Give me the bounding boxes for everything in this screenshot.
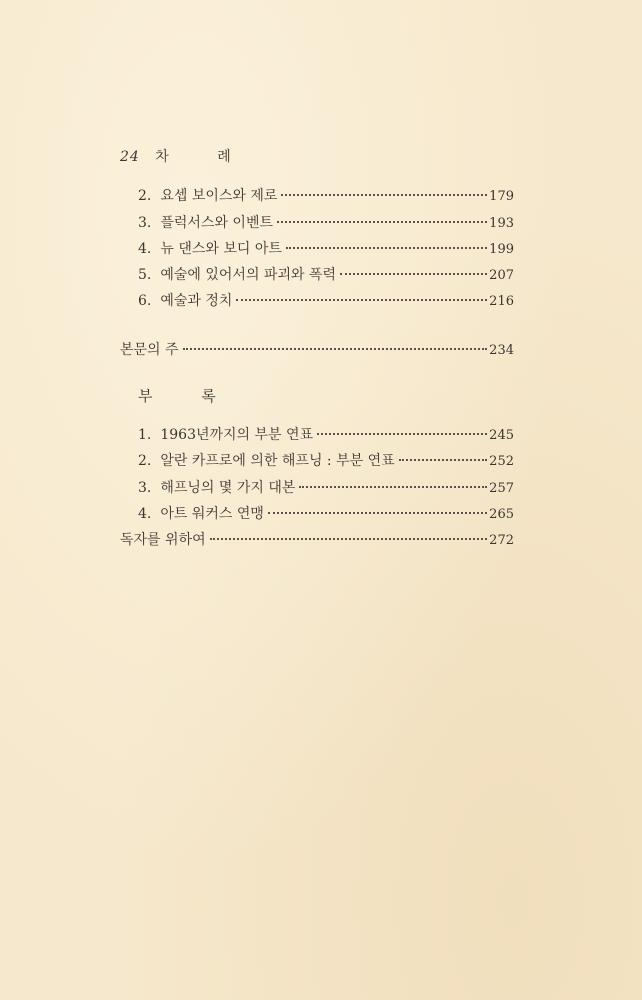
toc-entry-label: 2. 요셉 보이스와 제로: [138, 188, 278, 204]
appendix-heading: 부 록: [138, 387, 238, 405]
toc-entry-page: 193: [489, 216, 514, 231]
toc-entry-label: 1. 1963년까지의 부분 연표: [138, 427, 314, 443]
toc-entry-label: 독자를 위하여: [120, 532, 206, 548]
toc-entry-page: 252: [489, 454, 514, 469]
toc-entry[interactable]: [138, 235, 514, 259]
dot-leader: [277, 209, 487, 227]
toc-entry[interactable]: [138, 182, 514, 206]
dot-leader: [299, 474, 487, 492]
dot-leader: [340, 261, 487, 279]
toc-entry-label: 6. 예술과 정치: [138, 293, 233, 309]
toc-entry-page: 179: [489, 189, 514, 204]
dot-leader: [399, 447, 488, 465]
toc-entry-label: 3. 플럭서스와 이벤트: [138, 215, 274, 231]
dot-leader: [281, 182, 487, 200]
toc-entry-page: 216: [489, 294, 514, 309]
toc-entry-label: 본문의 주: [120, 342, 179, 358]
dot-leader: [210, 526, 488, 544]
toc-entry[interactable]: [138, 287, 514, 311]
toc-entry-page: 257: [489, 481, 514, 496]
toc-entry-page: 265: [489, 507, 514, 522]
toc-entry-page: 199: [489, 242, 514, 257]
toc-entry-label: 5. 예술에 있어서의 파괴와 폭력: [138, 267, 336, 283]
toc-entry-label: 3. 해프닝의 몇 가지 대본: [138, 480, 296, 496]
running-head-title: 차 례: [155, 149, 253, 165]
toc-entry[interactable]: [138, 209, 514, 233]
toc-entry-notes[interactable]: [120, 336, 514, 360]
toc-entry[interactable]: [138, 500, 514, 524]
dot-leader: [236, 287, 487, 305]
dot-leader: [183, 336, 488, 354]
running-head: [120, 146, 253, 166]
dot-leader: [268, 500, 487, 518]
toc-entry-label: 4. 아트 워커스 연맹: [138, 506, 264, 522]
toc-entry-page: 272: [489, 533, 514, 548]
dot-leader: [286, 235, 487, 253]
toc-entry-page: 207: [489, 268, 514, 283]
dot-leader: [317, 421, 487, 439]
toc-entry-reader[interactable]: [120, 526, 514, 550]
toc-entry-page: 245: [489, 428, 514, 443]
toc-entry-label: 2. 알란 카프로에 의한 해프닝 : 부분 연표: [138, 453, 395, 469]
toc-entry[interactable]: [138, 421, 514, 445]
toc-entry-page: 234: [489, 343, 514, 358]
toc-entry[interactable]: [138, 447, 514, 471]
toc-entry[interactable]: [138, 474, 514, 498]
toc-entry[interactable]: [138, 261, 514, 285]
toc-entry-label: 4. 뉴 댄스와 보디 아트: [138, 241, 282, 257]
page-number: 24: [120, 149, 140, 165]
